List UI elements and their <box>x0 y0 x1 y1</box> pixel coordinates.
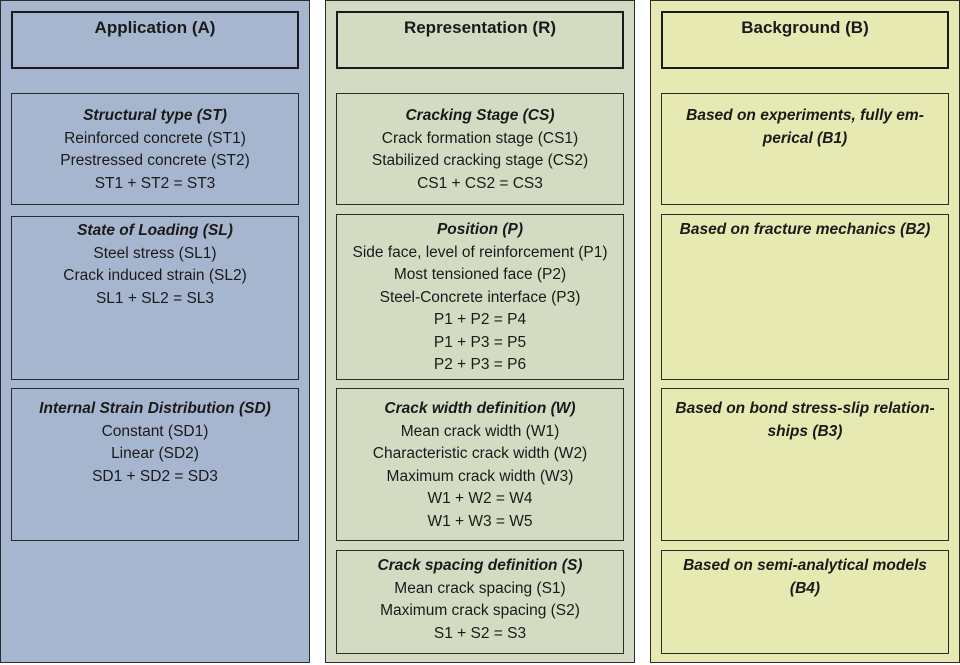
box-title: Position (P) <box>436 221 524 238</box>
box-title: Based on experiments, fully em-perical (B1) <box>686 107 924 147</box>
box-item: Most tensioned face (P2) <box>393 266 567 283</box>
box-item: P1 + P3 = P5 <box>433 333 527 351</box>
box-title: State of Loading (SL) <box>77 222 233 239</box>
box-item: W1 + W3 = W5 <box>427 512 533 530</box>
box-item: SL1 + SL2 = SL3 <box>95 289 215 307</box>
representation-header: Representation (R) <box>336 11 624 69</box>
application-header: Application (A) <box>11 11 299 69</box>
box-item: P2 + P3 = P6 <box>433 356 527 373</box>
semi-analytical-box <box>661 550 949 654</box>
box-item: Reinforced concrete (ST1) <box>64 129 246 147</box>
fracture-mechanics-box <box>661 214 949 380</box>
box-item: Linear (SD2) <box>111 445 199 462</box>
box-item: Maximum crack width (W3) <box>386 467 574 485</box>
box-title: Structural type (ST) <box>83 107 227 124</box>
box-title: Based on semi-analytical models (B4) <box>683 557 927 597</box>
box-item: W1 + W2 = W4 <box>427 490 533 507</box>
box-item: Steel stress (SL1) <box>93 244 217 262</box>
representation-column <box>325 0 635 663</box>
box-item: Side face, level of reinforcement (P1) <box>352 243 608 261</box>
box-item: Crack formation stage (CS1) <box>381 129 579 147</box>
box-item: Steel-Concrete interface (P3) <box>379 288 581 306</box>
box-title: Based on bond stress-slip relation-ships (B3) <box>675 400 935 440</box>
box-item: Stabilized cracking stage (CS2) <box>371 152 589 169</box>
bond-stress-slip-box <box>661 388 949 541</box>
strain-distribution-box <box>11 388 299 541</box>
box-item: Maximum crack spacing (S2) <box>380 602 580 619</box>
box-item: Crack induced strain (SL2) <box>63 267 247 284</box>
cracking-stage-box <box>336 93 624 205</box>
box-item: Mean crack width (W1) <box>400 422 560 440</box>
crack-spacing-box <box>336 550 624 654</box>
box-item: ST1 + ST2 = ST3 <box>94 174 216 192</box>
box-item: P1 + P2 = P4 <box>433 311 527 328</box>
experiments-box <box>661 93 949 205</box>
background-column <box>650 0 960 663</box>
structural-type-box <box>11 93 299 205</box>
box-title: Cracking Stage (CS) <box>405 107 555 124</box>
box-item: SD1 + SD2 = SD3 <box>92 467 218 485</box>
box-item: Mean crack spacing (S1) <box>394 579 566 597</box>
box-title: Crack spacing definition (S) <box>377 557 583 574</box>
background-header: Background (B) <box>661 11 949 69</box>
position-box <box>336 214 624 380</box>
box-item: Prestressed concrete (ST2) <box>60 152 250 169</box>
box-title: Crack width definition (W) <box>384 400 576 417</box>
application-column <box>0 0 310 663</box>
box-title: Internal Strain Distribution (SD) <box>39 400 271 417</box>
box-item: CS1 + CS2 = CS3 <box>417 174 543 192</box>
state-of-loading-box <box>11 216 299 380</box>
crack-width-box <box>336 388 624 541</box>
box-title: Based on fracture mechanics (B2) <box>679 221 931 238</box>
box-item: Characteristic crack width (W2) <box>372 445 588 462</box>
box-item: Constant (SD1) <box>101 422 209 440</box>
box-item: S1 + S2 = S3 <box>433 624 527 642</box>
